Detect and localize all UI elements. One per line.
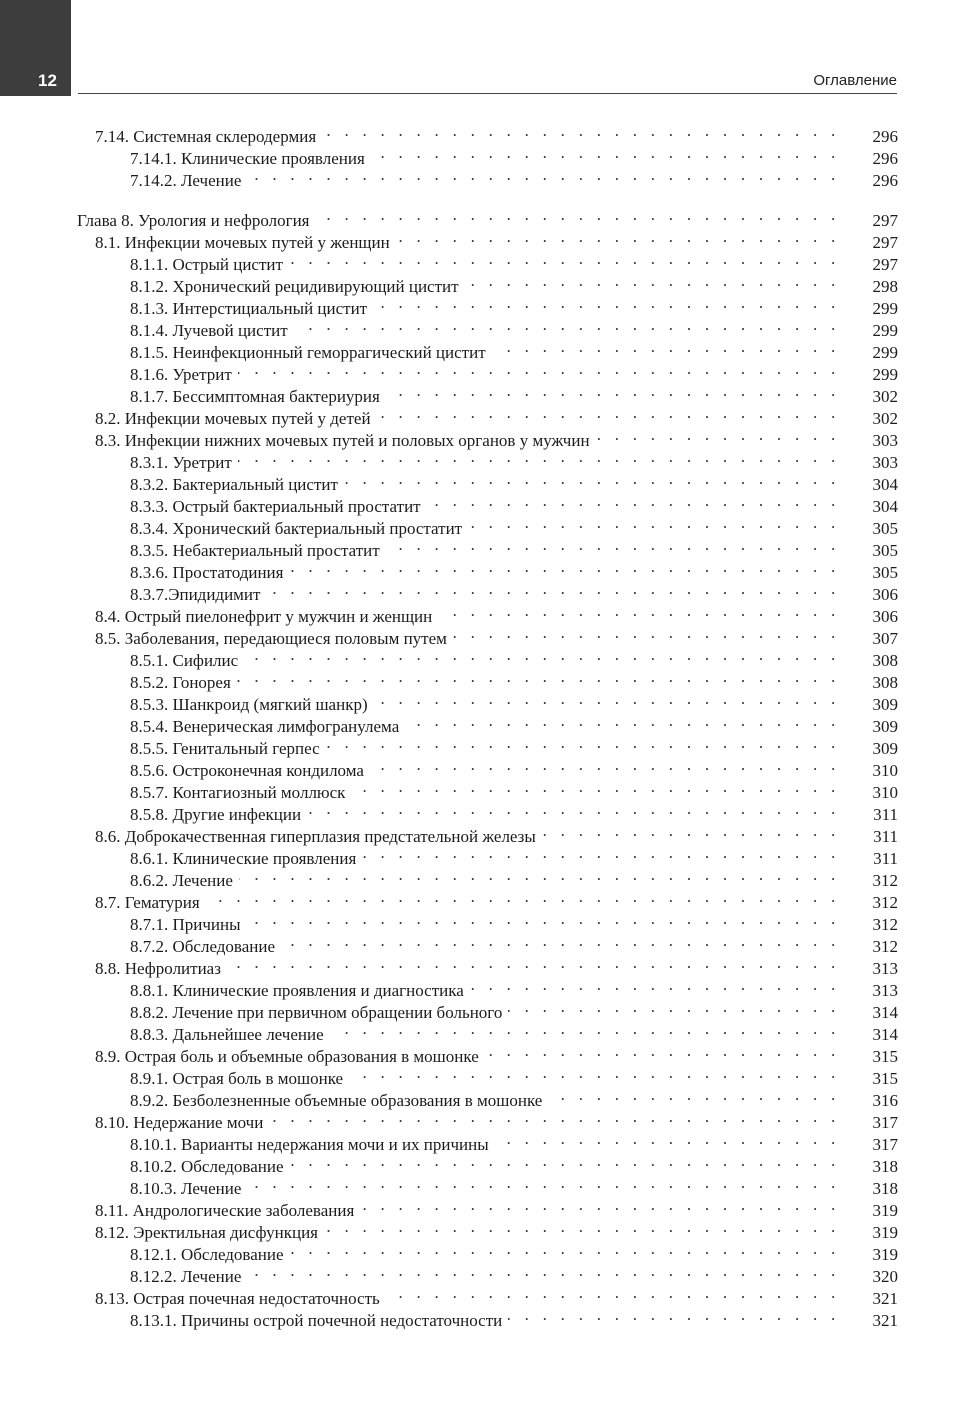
dot-leader — [326, 732, 840, 754]
toc-entry-page: 311 — [873, 827, 898, 846]
toc-entry-page: 297 — [872, 211, 898, 230]
toc-entry-page: 302 — [872, 387, 898, 406]
toc-entry-title: 8.9. Острая боль и объемные образования в мошонке — [95, 1047, 479, 1066]
toc-entry-title: 8.9.1. Острая боль в мошонке — [130, 1069, 344, 1088]
toc-entry-page: 318 — [872, 1179, 898, 1198]
toc-entry-page: 305 — [872, 519, 898, 538]
toc-entry-title: 8.1.6. Уретрит — [130, 365, 232, 384]
toc-entry-page: 304 — [872, 497, 898, 516]
toc-entry-page: 308 — [872, 673, 898, 692]
toc-entry[interactable] — [0, 1150, 975, 1176]
toc-entry-page: 310 — [872, 783, 898, 802]
dot-leader — [247, 1260, 840, 1282]
table-of-contents — [0, 120, 975, 1330]
dot-leader — [290, 1238, 840, 1260]
toc-entry[interactable] — [0, 534, 975, 560]
toc-entry-page: 312 — [872, 893, 898, 912]
toc-entry-page: 312 — [872, 915, 898, 934]
toc-entry-title: 8.1.5. Неинфекционный геморрагический цистит — [130, 343, 486, 362]
dot-leader — [239, 864, 840, 886]
toc-entry-title: 8.5.8. Другие инфекции — [130, 805, 302, 824]
toc-entry-page: 308 — [872, 651, 898, 670]
toc-entry-page: 310 — [872, 761, 898, 780]
toc-entry[interactable] — [0, 446, 975, 472]
toc-entry-title: 7.14.1. Клинические проявления — [130, 149, 365, 168]
dot-leader — [386, 1282, 840, 1304]
toc-entry[interactable] — [0, 424, 975, 450]
toc-entry-page: 320 — [872, 1267, 898, 1286]
toc-entry[interactable] — [0, 142, 975, 168]
toc-entry-page: 318 — [872, 1157, 898, 1176]
toc-entry[interactable] — [0, 996, 975, 1022]
toc-entry-title: 8.6. Доброкачественная гиперплазия предстательной железы — [95, 827, 536, 846]
toc-entry[interactable] — [0, 886, 975, 912]
dot-leader — [371, 142, 840, 164]
toc-entry-title: 8.5.6. Остроконечная кондилома — [130, 761, 364, 780]
toc-entry-title: 8.3.2. Бактериальный цистит — [130, 475, 338, 494]
toc-entry[interactable] — [0, 1194, 975, 1220]
toc-entry-title: 8.13. Острая почечная недостаточность — [95, 1289, 380, 1308]
dot-leader — [237, 666, 840, 688]
dot-leader — [508, 1304, 840, 1326]
toc-entry[interactable] — [0, 798, 975, 824]
toc-entry[interactable] — [0, 226, 975, 252]
toc-entry-title: 8.3.7.Эпидидимит — [130, 585, 261, 604]
toc-entry-page: 305 — [872, 541, 898, 560]
toc-entry[interactable] — [0, 600, 975, 626]
dot-leader — [266, 578, 840, 600]
toc-entry-page: 303 — [872, 431, 898, 450]
toc-entry[interactable] — [0, 270, 975, 296]
toc-entry-page: 298 — [872, 277, 898, 296]
toc-entry-page: 302 — [872, 409, 898, 428]
toc-entry[interactable] — [0, 556, 975, 582]
dot-leader — [370, 754, 840, 776]
toc-entry-page: 306 — [872, 607, 898, 626]
dot-leader — [374, 688, 840, 710]
toc-entry-page: 319 — [872, 1223, 898, 1242]
dot-leader — [227, 952, 840, 974]
toc-entry-title: 8.10.3. Лечение — [130, 1179, 242, 1198]
toc-entry[interactable] — [0, 164, 975, 190]
toc-entry-page: 299 — [872, 365, 898, 384]
dot-leader — [206, 886, 840, 908]
toc-entry-title: 8.12. Эректильная дисфункция — [95, 1223, 318, 1242]
toc-entry[interactable] — [0, 1062, 975, 1088]
toc-entry-title: 8.7. Гематурия — [95, 893, 200, 912]
toc-entry-title: 8.10.1. Варианты недержания мочи и их причины — [130, 1135, 489, 1154]
toc-entry-page: 314 — [872, 1025, 898, 1044]
dot-leader — [247, 164, 840, 186]
toc-entry[interactable] — [0, 292, 975, 318]
toc-entry-title: 8.10.2. Обследование — [130, 1157, 284, 1176]
toc-entry-title: 8.1.7. Бессимптомная бактериурия — [130, 387, 380, 406]
toc-entry[interactable] — [0, 336, 975, 362]
toc-entry-page: 321 — [872, 1289, 898, 1308]
toc-entry-title: 8.5. Заболевания, передающиеся половым путем — [95, 629, 447, 648]
page-tab — [0, 0, 71, 96]
toc-entry-title: 8.6.1. Клинические проявления — [130, 849, 357, 868]
toc-entry-page: 303 — [872, 453, 898, 472]
toc-entry[interactable] — [0, 688, 975, 714]
toc-entry-page: 311 — [873, 849, 898, 868]
dot-leader — [386, 380, 840, 402]
toc-entry-page: 313 — [872, 959, 898, 978]
toc-entry[interactable] — [0, 512, 975, 538]
toc-entry-title: 8.5.5. Генитальный герпес — [130, 739, 320, 758]
toc-entry-title: 8.5.2. Гонорея — [130, 673, 231, 692]
toc-entry[interactable] — [0, 490, 975, 516]
dot-leader — [427, 490, 840, 512]
toc-entry-page: 304 — [872, 475, 898, 494]
toc-entry[interactable] — [0, 468, 975, 494]
dot-leader — [247, 908, 840, 930]
toc-entry-title: 8.1.1. Острый цистит — [130, 255, 283, 274]
toc-entry-title: 8.1.4. Лучевой цистит — [130, 321, 288, 340]
dot-leader — [373, 292, 840, 314]
toc-entry-page: 309 — [872, 739, 898, 758]
toc-entry[interactable] — [0, 120, 975, 146]
dot-leader — [294, 314, 840, 336]
dot-leader — [362, 842, 840, 864]
toc-entry-title: 8.9.2. Безболезненные объемные образования в мошонке — [130, 1091, 543, 1110]
dot-leader — [289, 248, 840, 270]
toc-entry-title: 8.3.6. Простатодиния — [130, 563, 284, 582]
toc-entry-title: 8.13.1. Причины острой почечной недостаточности — [130, 1311, 503, 1330]
dot-leader — [349, 1062, 840, 1084]
toc-entry[interactable] — [0, 776, 975, 802]
toc-entry[interactable] — [0, 1282, 975, 1308]
toc-entry[interactable] — [0, 402, 975, 428]
toc-entry[interactable] — [0, 864, 975, 890]
toc-entry-page: 305 — [872, 563, 898, 582]
dot-leader — [542, 820, 840, 842]
dot-leader — [386, 534, 840, 556]
dot-leader — [289, 556, 840, 578]
dot-leader — [485, 1040, 840, 1062]
toc-entry-page: 307 — [872, 629, 898, 648]
dot-leader — [492, 336, 840, 358]
toc-entry[interactable] — [0, 644, 975, 670]
toc-entry-page: 317 — [872, 1113, 898, 1132]
toc-entry[interactable] — [0, 248, 975, 274]
dot-leader — [238, 446, 840, 468]
toc-entry-page: 314 — [872, 1003, 898, 1022]
running-title: Оглавление — [813, 72, 897, 89]
toc-entry[interactable] — [0, 930, 975, 956]
toc-entry-page: 315 — [872, 1047, 898, 1066]
toc-entry-title: 8.1.2. Хронический рецидивирующий цистит — [130, 277, 459, 296]
toc-entry-title: 8.8.3. Дальнейшее лечение — [130, 1025, 324, 1044]
dot-leader — [405, 710, 840, 732]
toc-chapter-entry[interactable] — [0, 204, 975, 230]
dot-leader — [290, 1150, 840, 1172]
dot-leader — [468, 512, 840, 534]
toc-entry-page: 296 — [872, 171, 898, 190]
toc-entry[interactable] — [0, 1040, 975, 1066]
dot-leader — [377, 402, 840, 424]
dot-leader — [453, 622, 840, 644]
toc-entry-page: 313 — [872, 981, 898, 1000]
toc-entry-title: 8.3.1. Уретрит — [130, 453, 232, 472]
toc-entry[interactable] — [0, 1304, 975, 1330]
toc-entry-title: 8.3.4. Хронический бактериальный простатит — [130, 519, 463, 538]
toc-entry-page: 299 — [872, 321, 898, 340]
toc-entry-page: 316 — [872, 1091, 898, 1110]
toc-entry-page: 309 — [872, 717, 898, 736]
toc-entry-page: 297 — [872, 233, 898, 252]
toc-entry-title: 8.8. Нефролитиаз — [95, 959, 221, 978]
dot-leader — [508, 996, 840, 1018]
toc-entry-page: 296 — [872, 149, 898, 168]
dot-leader — [465, 270, 840, 292]
toc-entry-title: 8.12.2. Лечение — [130, 1267, 242, 1286]
toc-entry[interactable] — [0, 380, 975, 406]
toc-entry-title: 8.3.5. Небактериальный простатит — [130, 541, 380, 560]
toc-entry-title: 8.5.1. Сифилис — [130, 651, 239, 670]
toc-entry[interactable] — [0, 842, 975, 868]
toc-entry-page: 319 — [872, 1245, 898, 1264]
toc-entry[interactable] — [0, 1018, 975, 1044]
toc-entry[interactable] — [0, 974, 975, 1000]
toc-entry-page: 321 — [872, 1311, 898, 1330]
toc-entry-page: 296 — [872, 127, 898, 146]
dot-leader — [322, 120, 840, 142]
toc-entry-title: 8.7.2. Обследование — [130, 937, 276, 956]
dot-leader — [396, 226, 840, 248]
dot-leader — [269, 1106, 840, 1128]
dot-leader — [315, 204, 840, 226]
dot-leader — [330, 1018, 840, 1040]
dot-leader — [438, 600, 840, 622]
toc-entry-page: 309 — [872, 695, 898, 714]
toc-entry-title: 8.5.3. Шанкроид (мягкий шанкр) — [130, 695, 368, 714]
toc-entry-title: 7.14. Системная склеродермия — [95, 127, 317, 146]
dot-leader — [238, 358, 840, 380]
toc-entry-title: 8.10. Недержание мочи — [95, 1113, 264, 1132]
toc-entry[interactable] — [0, 1238, 975, 1264]
toc-entry-title: 8.3.3. Острый бактериальный простатит — [130, 497, 421, 516]
toc-entry-title: 8.5.7. Контагиозный моллюск — [130, 783, 346, 802]
toc-entry-page: 319 — [872, 1201, 898, 1220]
dot-leader — [495, 1128, 840, 1150]
toc-entry-title: 8.1. Инфекции мочевых путей у женщин — [95, 233, 390, 252]
dot-leader — [360, 1194, 840, 1216]
toc-entry[interactable] — [0, 952, 975, 978]
toc-entry-title: 8.1.3. Интерстициальный цистит — [130, 299, 368, 318]
header-divider — [78, 93, 897, 94]
toc-entry[interactable] — [0, 578, 975, 604]
dot-leader — [281, 930, 840, 952]
toc-entry-title: 8.4. Острый пиелонефрит у мужчин и женщин — [95, 607, 433, 626]
toc-entry-title: 8.8.1. Клинические проявления и диагностика — [130, 981, 464, 1000]
toc-entry[interactable] — [0, 754, 975, 780]
toc-entry-title: Глава 8. Урология и нефрология — [77, 211, 310, 230]
toc-entry[interactable] — [0, 1084, 975, 1110]
dot-leader — [307, 798, 840, 820]
dot-leader — [596, 424, 840, 446]
toc-entry[interactable] — [0, 622, 975, 648]
toc-entry[interactable] — [0, 1260, 975, 1286]
toc-entry[interactable] — [0, 1128, 975, 1154]
toc-entry-page: 299 — [872, 299, 898, 318]
toc-entry[interactable] — [0, 820, 975, 846]
dot-leader — [344, 468, 840, 490]
dot-leader — [351, 776, 840, 798]
toc-entry-page: 317 — [872, 1135, 898, 1154]
toc-entry[interactable] — [0, 732, 975, 758]
toc-entry-page: 312 — [872, 937, 898, 956]
dot-leader — [244, 644, 840, 666]
dot-leader — [470, 974, 840, 996]
toc-entry-page: 312 — [872, 871, 898, 890]
toc-entry-title: 8.12.1. Обследование — [130, 1245, 284, 1264]
toc-entry-page: 299 — [872, 343, 898, 362]
toc-entry-page: 315 — [872, 1069, 898, 1088]
toc-entry[interactable] — [0, 710, 975, 736]
toc-entry[interactable] — [0, 1106, 975, 1132]
toc-entry-title: 8.7.1. Причины — [130, 915, 241, 934]
toc-entry-title: 8.8.2. Лечение при первичном обращении больного — [130, 1003, 503, 1022]
dot-leader — [247, 1172, 840, 1194]
toc-entry[interactable] — [0, 908, 975, 934]
toc-entry[interactable] — [0, 358, 975, 384]
toc-entry-title: 7.14.2. Лечение — [130, 171, 242, 190]
toc-entry-title: 8.3. Инфекции нижних мочевых путей и половых органов у мужчин — [95, 431, 590, 450]
page-number: 12 — [38, 71, 57, 90]
dot-leader — [548, 1084, 840, 1106]
toc-entry-title: 8.6.2. Лечение — [130, 871, 233, 890]
toc-entry[interactable] — [0, 314, 975, 340]
toc-entry[interactable] — [0, 1172, 975, 1198]
toc-entry-title: 8.2. Инфекции мочевых путей у детей — [95, 409, 371, 428]
toc-entry-page: 311 — [873, 805, 898, 824]
toc-entry-page: 306 — [872, 585, 898, 604]
toc-entry[interactable] — [0, 1216, 975, 1242]
dot-leader — [324, 1216, 840, 1238]
toc-entry-title: 8.11. Андрологические заболевания — [95, 1201, 355, 1220]
toc-entry-title: 8.5.4. Венерическая лимфогранулема — [130, 717, 400, 736]
toc-entry-page: 297 — [872, 255, 898, 274]
toc-entry[interactable] — [0, 666, 975, 692]
